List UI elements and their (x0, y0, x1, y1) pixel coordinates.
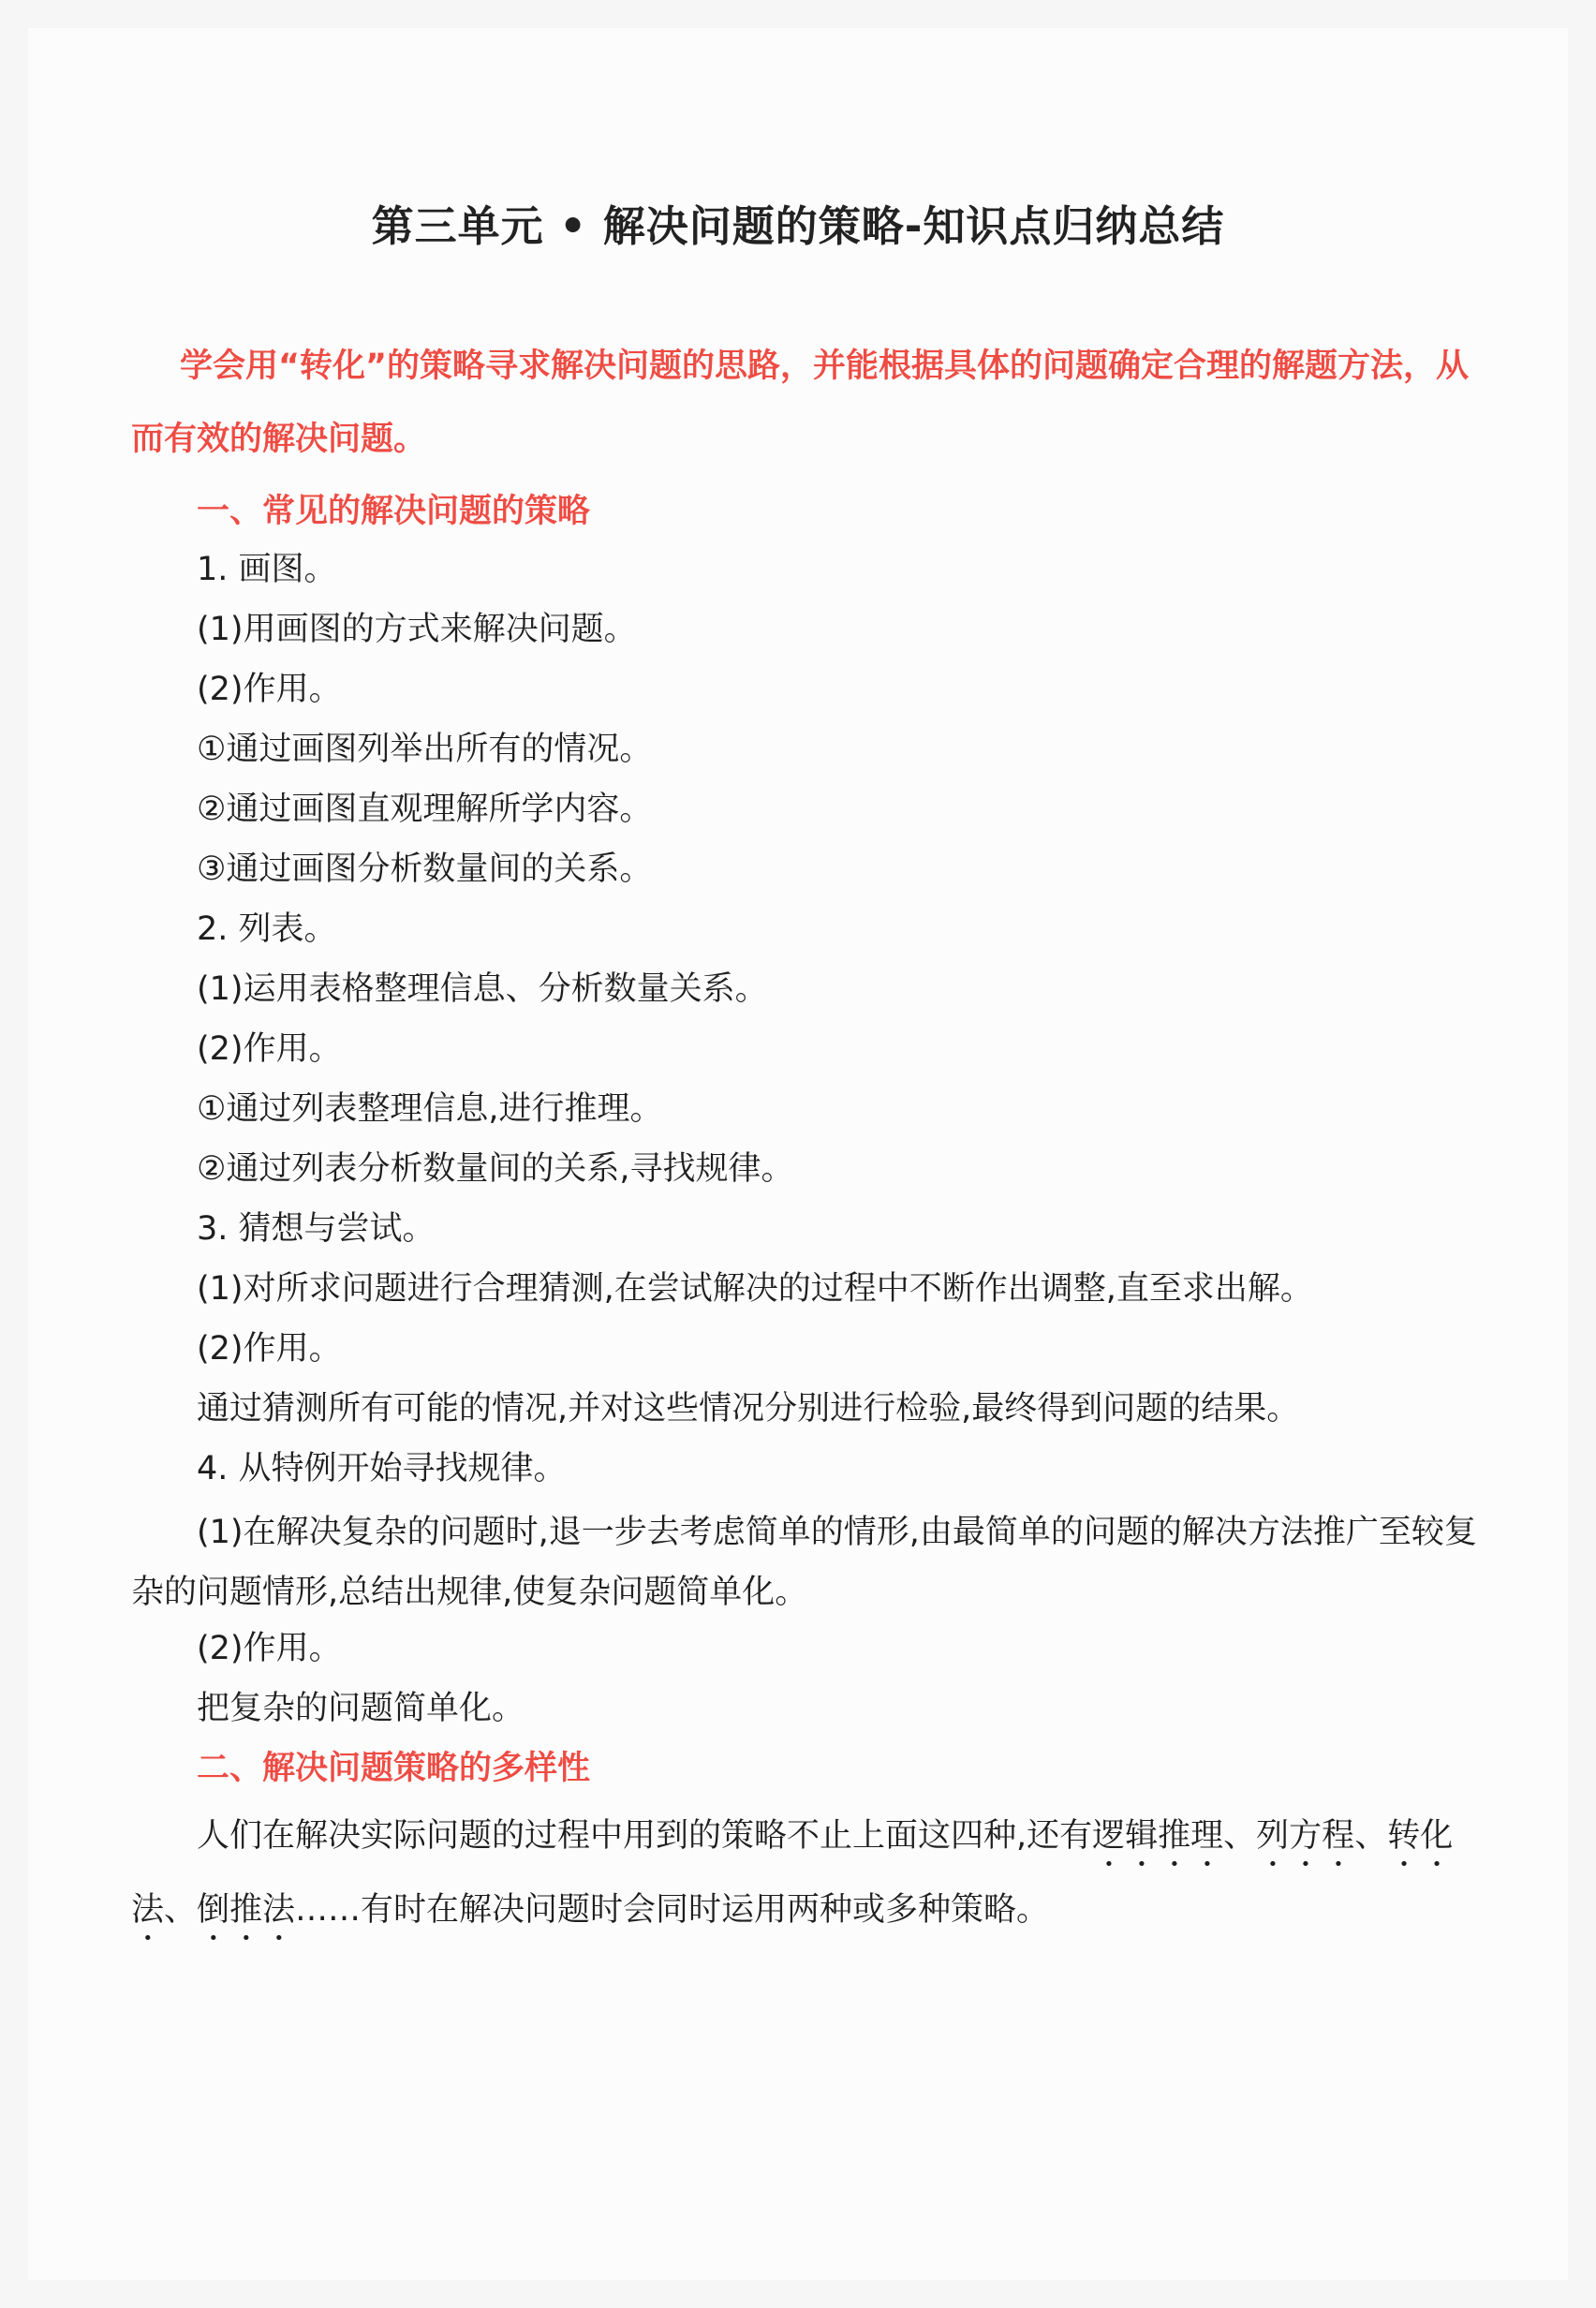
strategy-4-point-3: 把复杂的问题简单化。 (197, 1690, 525, 1727)
strategy-3-point-2: (2)作用。 (197, 1330, 342, 1368)
strategy-2-title: 2. 列表。 (197, 910, 337, 948)
strategy-3-point-3: 通过猜测所有可能的情况,并对这些情况分别进行检验,最终得到问题的结果。 (197, 1390, 1300, 1428)
intro-paragraph: 学会用“转化”的策略寻求解决问题的思路，并能根据具体的问题确定合理的解题方法，从而有效的解决问题。 (131, 348, 1470, 458)
strategy-3-point-1: (1)对所求问题进行合理猜测,在尝试解决的过程中不断作出调整,直至求出解。 (197, 1270, 1313, 1308)
strategy-4-point-1: (1)在解决复杂的问题时,退一步去考虑简单的情形,由最简单的问题的解决方法推广至较复杂的问题情形,总结出规律,使复杂问题简单化。 (131, 1514, 1477, 1611)
section-2-text-before: 人们在解决实际问题的过程中用到的策略不止上面这四种,还有 (197, 1817, 1093, 1855)
section-1-heading: 一、常见的解决问题的策略 (197, 493, 591, 530)
page-title: 第三单元 • 解决问题的策略-知识点归纳总结 (371, 201, 1225, 251)
document-page (28, 28, 1568, 2280)
strategy-4-point-2: (2)作用。 (197, 1630, 342, 1667)
strategy-2-item-1: ①通过列表整理信息,进行推理。 (197, 1090, 663, 1128)
term-separator: 、 (1223, 1817, 1257, 1855)
strategy-1-item-3: ③通过画图分析数量间的关系。 (197, 851, 653, 888)
strategy-1-item-2: ②通过画图直观理解所学内容。 (197, 791, 653, 828)
strategy-3-title: 3. 猜想与尝试。 (197, 1210, 436, 1248)
strategy-2-item-2: ②通过列表分析数量间的关系,寻找规律。 (197, 1150, 794, 1188)
strategy-1-point-1: (1)用画图的方式来解决问题。 (197, 611, 637, 648)
section-2-heading: 二、解决问题策略的多样性 (197, 1750, 591, 1787)
strategy-term-equation: 列方程 (1256, 1817, 1355, 1855)
strategy-term-backward: 倒推法 (197, 1891, 296, 1929)
strategy-2-point-2: (2)作用。 (197, 1030, 342, 1068)
term-separator: 、 (164, 1891, 198, 1929)
strategy-4-title: 4. 从特例开始寻找规律。 (197, 1450, 567, 1487)
section-2-paragraph (131, 1800, 1480, 1948)
term-separator: 、 (1354, 1817, 1388, 1855)
strategy-term-logic: 逻辑推理 (1092, 1817, 1224, 1855)
strategy-1-title: 1. 画图。 (197, 551, 337, 588)
strategy-2-point-1: (1)运用表格整理信息、分析数量关系。 (197, 970, 768, 1008)
section-2-text-after: ……有时在解决问题时会同时运用两种或多种策略。 (295, 1891, 1050, 1929)
strategy-1-point-2: (2)作用。 (197, 671, 342, 708)
strategy-term-conversion: 转化法 (131, 1817, 1454, 1929)
strategy-1-item-1: ①通过画图列举出所有的情况。 (197, 731, 653, 768)
